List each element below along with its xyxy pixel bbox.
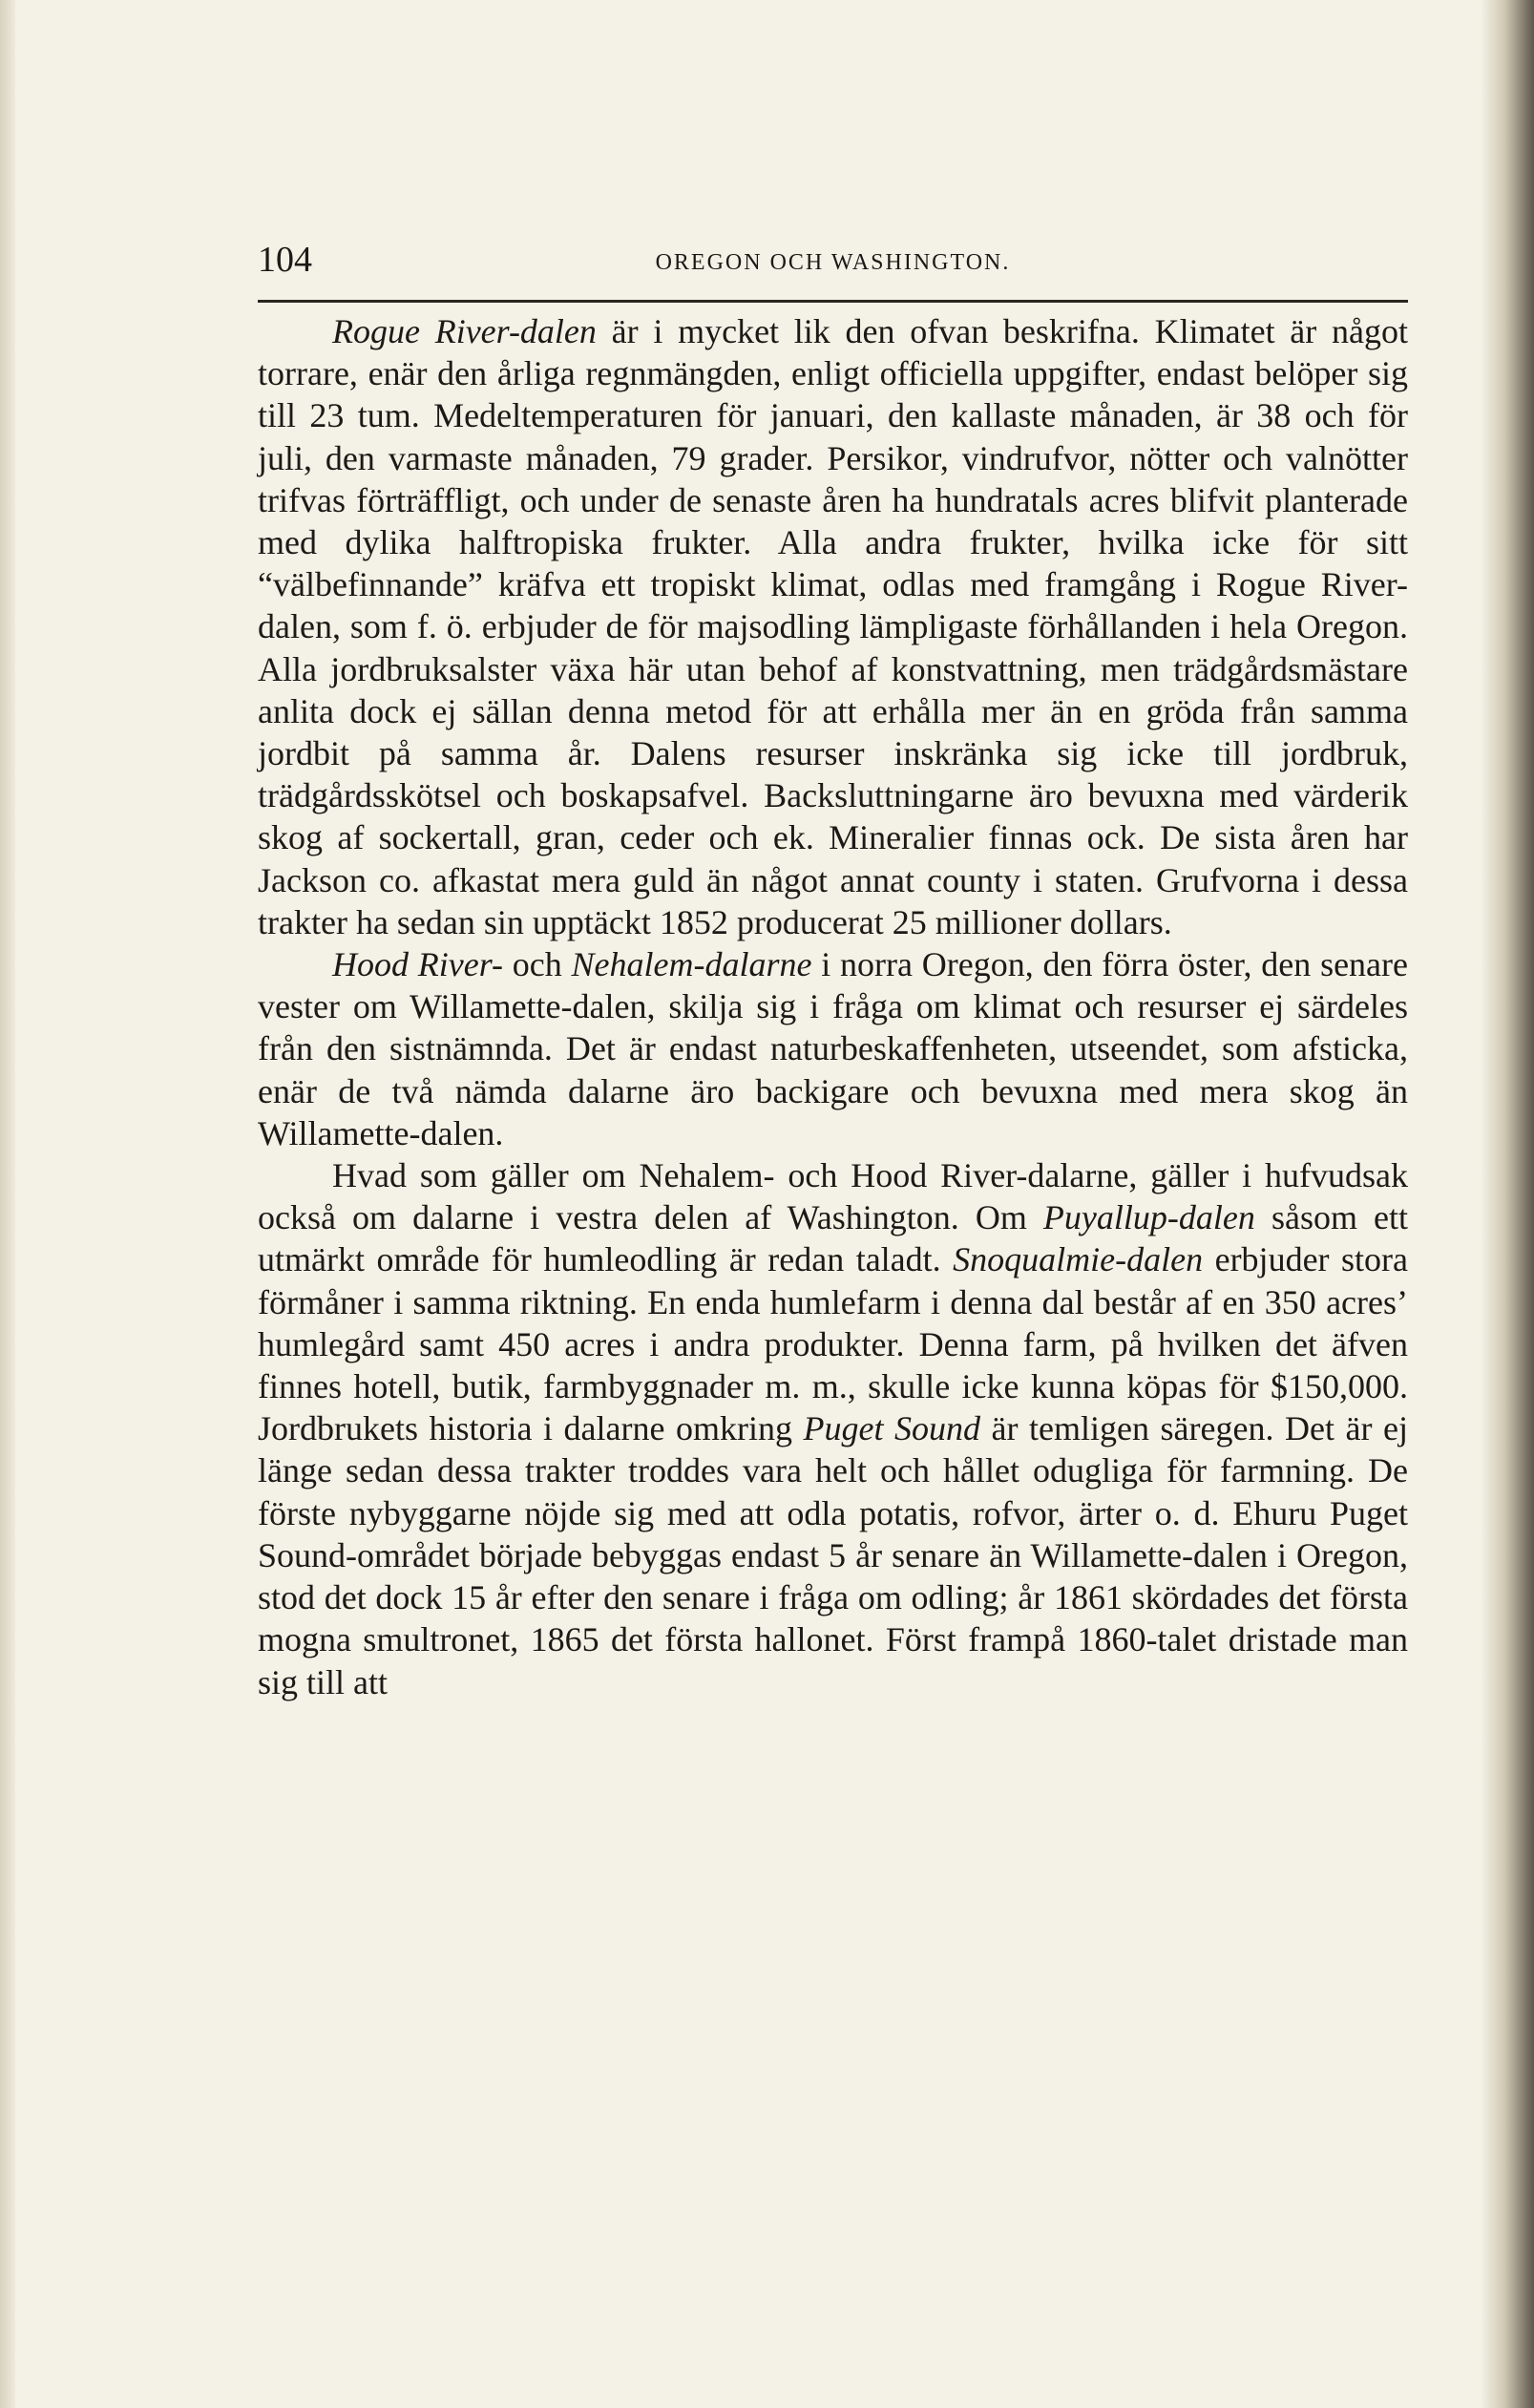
header-rule: [258, 300, 1408, 303]
italic-place-name: Hood River-: [332, 945, 504, 984]
text-run: är temligen säregen. Det är ej länge sedan dessa trakter troddes vara helt och hållet odugliga för farmning. De förste nybyggarne nöjde sig med att odla potatis, rofvor, ärter o. d. Ehuru Puget Sound-området började bebyggas endast 5 år senare än Willamette-dalen i Oregon, stod det dock 15 år efter den senare i fråga om odling; år 1861 skördades det första mogna smultronet, 1865 det första hallonet. Först frampå 1860-talet dristade man sig till att: [258, 1409, 1408, 1701]
text-run: är i mycket lik den ofvan beskrifna. Klimatet är något torrare, enär den årliga regnmängden, enligt officiella uppgifter, endast belöper sig till 23 tum. Medeltemperaturen för januari, den kallaste månaden, är 38 och för juli, den varmaste månaden, 79 grader. Persikor, vindrufvor, nötter och valnötter trifvas förträffligt, och under de senaste åren ha hundratals acres blifvit planterade med dylika halftropiska frukter. Alla andra frukter, hvilka icke för sitt “välbefinnande” kräfva ett tropiskt klimat, odlas med framgång i Rogue River-dalen, som f. ö. erbjuder de för majsodling lämpligaste förhållanden i hela Oregon. Alla jordbruksalster växa här utan behof af konstvattning, men trädgårdsmästare anlita dock ej sällan denna metod för att erhålla mer än en gröda från samma jordbit på samma år. Dalens resurser inskränka sig icke till jordbruk, trädgårdsskötsel och boskapsafvel. Backsluttningarne äro bevuxna med värderik skog af sockertall, gran, ceder och ek. Mineralier finnas ock. De sista åren har Jackson co. afkastat mera guld än något annat county i staten. Grufvorna i dessa trakter ha sedan sin upptäckt 1852 producerat 25 millioner dollars.: [258, 312, 1408, 941]
italic-place-name: Rogue River-dalen: [332, 312, 597, 350]
text-run: såsom ett utmärkt område för humleodling är redan taladt.: [258, 1198, 1409, 1279]
text-run: erbjuder stora förmåner i samma riktning. En enda humlefarm i denna dal består af en 350 acres’ humlegård samt 450 acres i andra produkter. Denna farm, på hvilken det äfven finnes hotell, butik, farmbyggnader m. m., skulle icke kunna köpas för $150,000. Jordbrukets historia i dalarne omkring: [258, 1240, 1408, 1448]
paragraph: [258, 310, 1408, 943]
text-run: och: [503, 945, 572, 984]
text-run: i norra Oregon, den förra öster, den senare vester om Willamette-dalen, skilja sig i fråga om klimat och resurser ej särdeles från den sistnämnda. Det är endast naturbeskaffenheten, utseendet, som afsticka, enär de två nämda dalarne äro backigare och bevuxna med mera skog än Willamette-dalen.: [258, 945, 1408, 1152]
italic-place-name: Puget Sound: [803, 1409, 981, 1448]
page-left-edge: [0, 0, 15, 2408]
page-header: [258, 239, 1408, 286]
page-right-edge-shadow: [1481, 0, 1534, 2408]
text-run: Hvad som gäller om Nehalem- och Hood River-dalarne, gäller i hufvudsak också om dalarne i vestra delen af Washington. Om: [258, 1156, 1408, 1237]
italic-place-name: Puyallup-dalen: [1042, 1198, 1255, 1237]
page-number: 104: [258, 240, 312, 280]
running-title: OREGON OCH WASHINGTON.: [655, 250, 1011, 275]
paragraph: [258, 1154, 1408, 1703]
italic-place-name: Snoqualmie-dalen: [953, 1240, 1204, 1279]
italic-place-name: Nehalem-dalarne: [571, 945, 812, 984]
paragraph: [258, 943, 1408, 1154]
body-text: [258, 310, 1408, 1703]
